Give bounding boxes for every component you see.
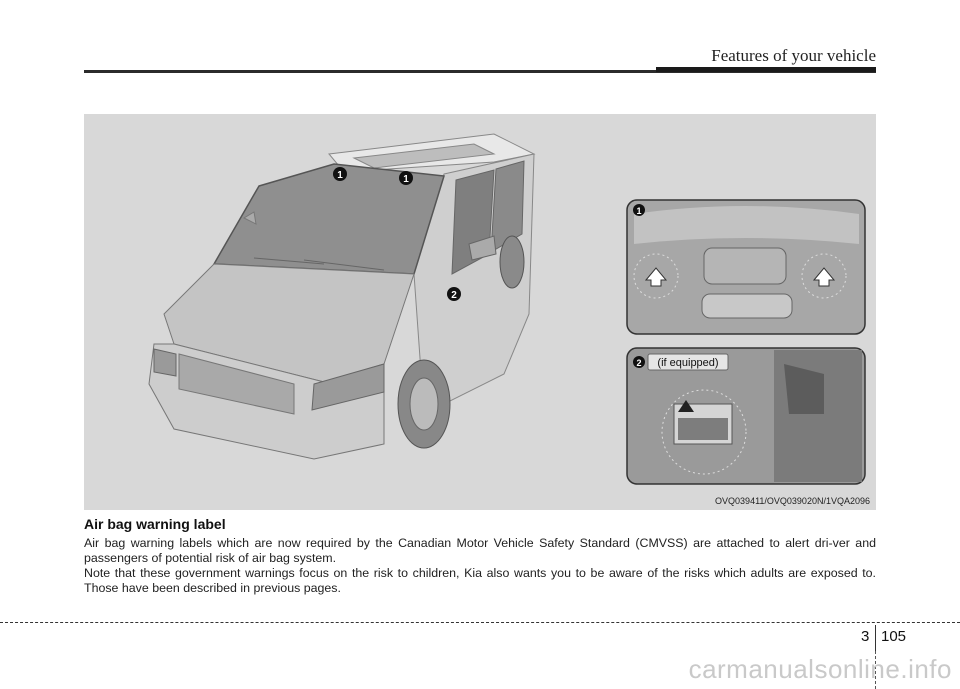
- callout-label: 2: [451, 290, 457, 301]
- watermark: carmanualsonline.info: [688, 654, 952, 684]
- page-header-title: Features of your vehicle: [711, 46, 876, 65]
- inset-door-label: [627, 348, 865, 484]
- van-callout-1a: [333, 167, 347, 181]
- section-heading: Air bag warning label: [84, 516, 226, 532]
- vehicle-illustration: [84, 114, 876, 510]
- callout-label: 1: [337, 170, 343, 181]
- callout-label: 1: [636, 206, 642, 216]
- figure-code: OVQ039411/OVQ039020N/1VQA2096: [715, 496, 870, 506]
- body-paragraph: Air bag warning labels which are now required by the Canadian Motor Vehicle Safety Standard (CMVSS) are attached to alert dri-ver and passengers of potential risk of air bag system.: [84, 536, 876, 565]
- callout-label: 2: [636, 358, 642, 368]
- van-callout-2: [447, 287, 461, 301]
- callout-label: 1: [403, 174, 409, 185]
- if-equipped-note: (if equipped): [657, 357, 719, 369]
- footer-separator: [875, 625, 876, 651]
- chapter-number: 3: [861, 628, 870, 645]
- figure-panel: [84, 114, 876, 510]
- inset-overhead-console: [627, 200, 865, 334]
- section-body: [84, 536, 876, 596]
- header-rule-accent: [656, 67, 876, 72]
- van-callout-1b: [399, 171, 413, 185]
- page-number: 105: [881, 628, 907, 645]
- body-paragraph: Note that these government warnings focus on the risk to children, Kia also wants you to be aware of the risks which adults are exposed to. Those have been described in previous pages.: [84, 566, 876, 595]
- van-drawing: [149, 134, 534, 459]
- footer-rule: [0, 622, 960, 623]
